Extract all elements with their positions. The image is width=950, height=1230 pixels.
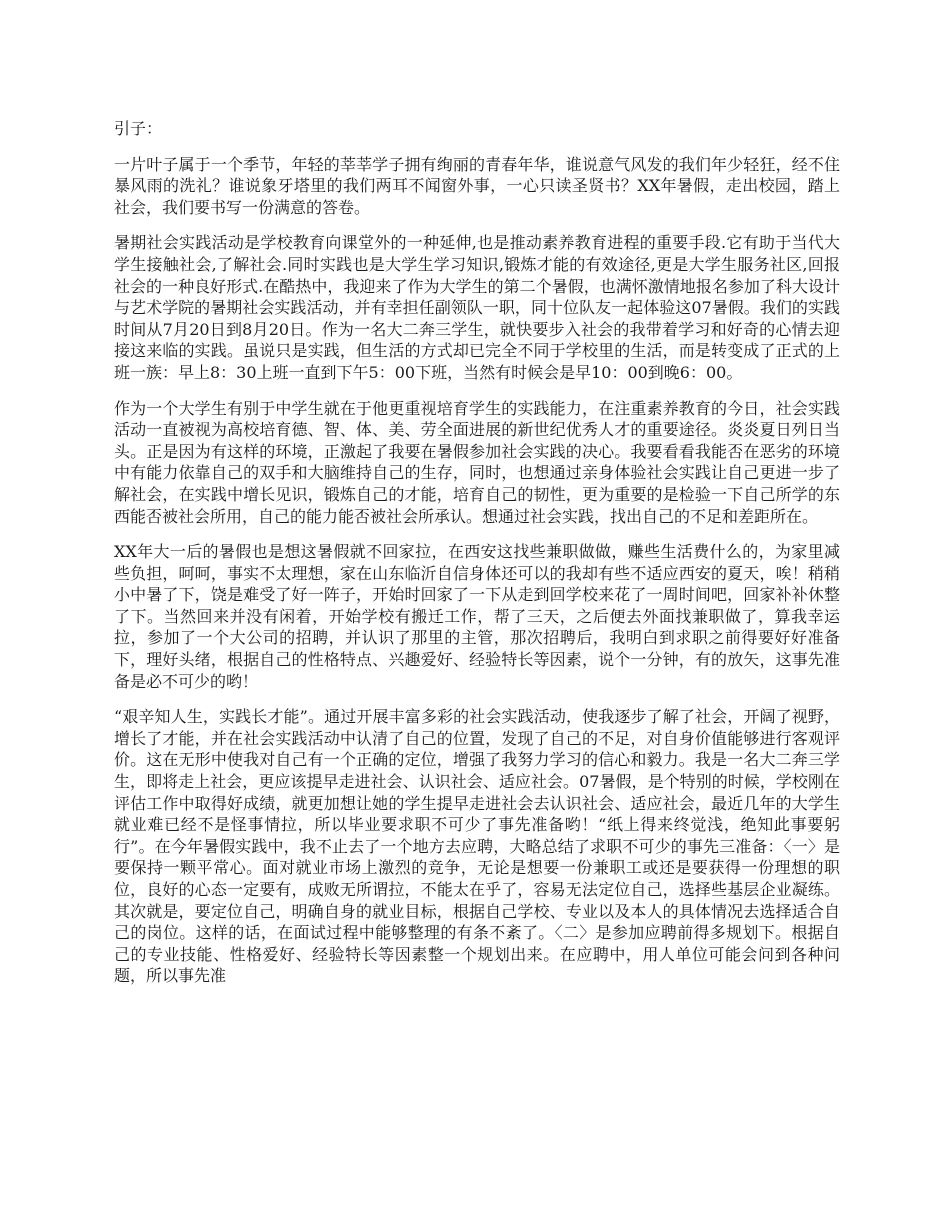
paragraph-previous-summer: XX年大一后的暑假也是想这暑假就不回家拉，在西安这找些兼职做做，赚些生活费什么的，为家里减些负担，呵呵，事实不太理想，家在山东临沂自信身体还可以的我却有些不适应西安的夏天，唉！稍稍小中暑了下，饶是难受了好一阵子，开始时回家了一下从走到回学校来花了一周时间吧，回家补补休整了下。当然回来并没有闲着，开始学校有搬迁工作，帮了三天，之后便去外面找兼职做了，算我幸运拉，参加了一个大公司的招聘，并认识了那里的主管，那次招聘后，我明白到求职之前得要好好准备下，理好头绪，根据自己的性格特点、兴趣爱好、经验特长等因素，说个一分钟，有的放矢，这事先准备是必不可少的哟！ (114, 542, 840, 691)
document-heading: 引子： (114, 119, 163, 138)
paragraph-student-ability: 作为一个大学生有别于中学生就在于他更重视培育学生的实践能力，在注重素养教育的今日，社会实践活动一直被视为高校培育德、智、体、美、劳全面进展的新世纪优秀人才的重要途径。炎炎夏日列日当头。正是因为有这样的环境，正激起了我要在暑假参加社会实践的决心。我要看看我能否在恶劣的环境中有能力依靠自己的双手和大脑维持自己的生存，同时，也想通过亲身体验社会实践让自己更进一步了解社会，在实践中增长见识，锻炼自己的才能，培育自己的韧性，更为重要的是检验一下自己所学的东西能否被社会所用，自己的能力能否被社会所承认。想通过社会实践，找出自己的不足和差距所在。 (114, 398, 840, 526)
document-page (114, 118, 840, 1001)
paragraph-summer-practice: 暑期社会实践活动是学校教育向课堂外的一种延伸,也是推动素养教育进程的重要手段.它有助于当代大学生接触社会,了解社会.同时实践也是大学生学习知识,锻炼才能的有效途径,更是大学生服务社区,回报社会的一种良好形式.在酷热中，我迎来了作为大学生的第二个暑假，也满怀激情地报名参加了科大设计与艺术学院的暑期社会实践活动，并有幸担任副领队一职，同十位队友一起体验这07暑假。我们的实践时间从7月20日到8月20日。作为一名大二奔三学生，就快要步入社会的我带着学习和好奇的心情去迎接这来临的实践。虽说只是实践，但生活的方式却已完全不同于学校里的生活，而是转变成了正式的上班一族：早上8：30上班一直到下午5：00下班，当然有时候会是早10：00到晚6：00。 (114, 233, 840, 382)
paragraph-intro: 一片叶子属于一个季节，年轻的莘莘学子拥有绚丽的青春年华，谁说意气风发的我们年少轻狂，经不住暴风雨的洗礼？谁说象牙塔里的我们两耳不闻窗外事，一心只读圣贤书？XX年暑假，走出校园，踏上社会，我们要书写一份满意的答卷。 (114, 154, 840, 217)
paragraph-job-preparation: “艰辛知人生，实践长才能”。通过开展丰富多彩的社会实践活动，使我逐步了解了社会，开阔了视野，增长了才能，并在社会实践活动中认清了自己的位置，发现了自己的不足，对自身价值能够进行客观评价。这在无形中使我对自己有一个正确的定位，增强了我努力学习的信心和毅力。我是一名大二奔三学生，即将走上社会，更应该提早走进社会、认识社会、适应社会。07暑假，是个特别的时候，学校刚在评估工作中取得好成绩，就更加想让她的学生提早走进社会去认识社会、适应社会，最近几年的大学生就业难已经不是怪事情拉，所以毕业要求职不可少了事先准备哟！“纸上得来终觉浅，绝知此事要躬行”。在今年暑假实践中，我不止去了一个地方去应聘，大略总结了求职不可少的事先三准备：〈一〉是要保持一颗平常心。面对就业市场上激烈的竞争，无论是想要一份兼职工或还是要获得一份理想的职位，良好的心态一定要有，成败无所谓拉，不能太在乎了，容易无法定位自己，选择些基层企业凝练。其次就是，要定位自己，明确自身的就业目标，根据自己学校、专业以及本人的具体情况去选择适合自己的岗位。这样的话，在面试过程中能够整理的有条不紊了。〈二〉是参加应聘前得多规划下。根据自己的专业技能、性格爱好、经验特长等因素整一个规划出来。在应聘中，用人单位可能会问到各种问题，所以事先准 (114, 707, 840, 986)
